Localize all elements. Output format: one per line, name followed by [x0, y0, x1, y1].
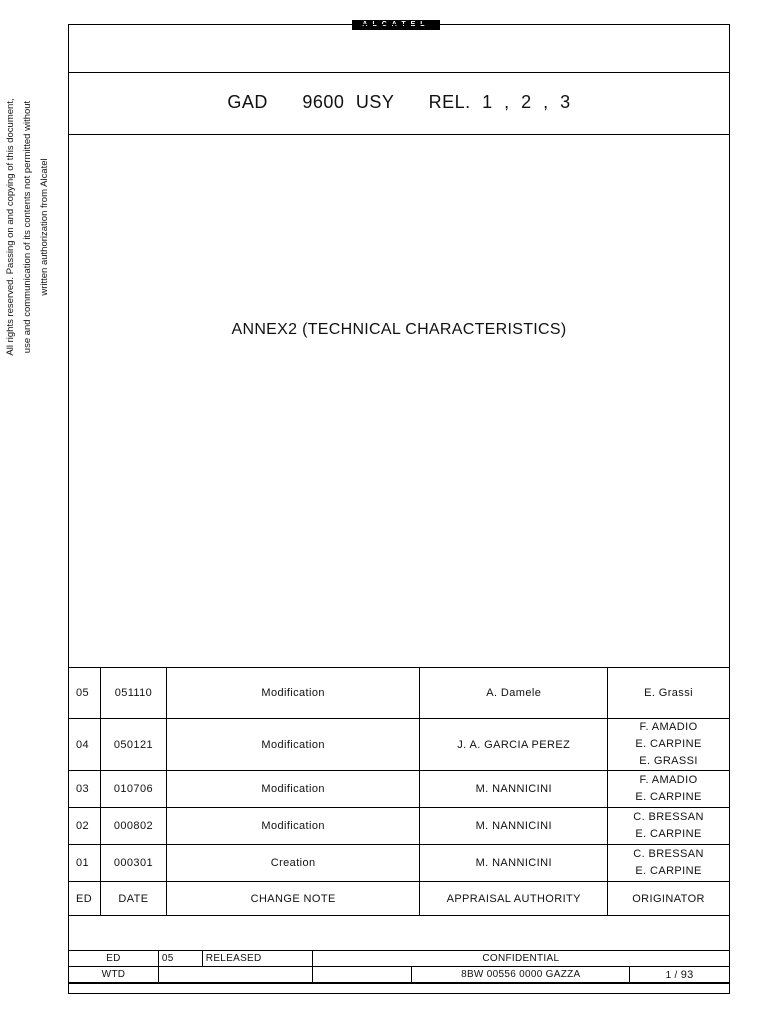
- rev-authority: M. NANNICINI: [420, 845, 608, 882]
- originator-name: E. CARPINE: [635, 791, 702, 803]
- rev-originator: [608, 771, 730, 808]
- originator-name: E. Grassi: [644, 686, 693, 699]
- document-subtitle: ANNEX2 (TECHNICAL CHARACTERISTICS): [231, 321, 567, 338]
- footer-empty-cell: [158, 967, 312, 983]
- rev-ed: 04: [69, 719, 101, 771]
- table-row: [69, 845, 730, 882]
- table-row: [69, 719, 730, 771]
- rev-originator: [608, 808, 730, 845]
- rev-date: 000301: [100, 845, 166, 882]
- document-title: GAD 9600 USY REL. 1 , 2 , 3: [227, 92, 571, 112]
- revision-header-row: [69, 882, 730, 916]
- rev-authority: M. NANNICINI: [420, 771, 608, 808]
- rev-change-note: Modification: [166, 719, 420, 771]
- copyright-line-2: use and communication of its contents not permitted without: [22, 100, 33, 354]
- rev-change-note: Modification: [166, 808, 420, 845]
- rev-date: 010706: [100, 771, 166, 808]
- originator-name: E. GRASSI: [639, 755, 698, 767]
- footer-doc-number: 8BW 00556 0000 GAZZA: [412, 967, 630, 983]
- originator-name: F. AMADIO: [639, 774, 698, 786]
- divider-top: [68, 72, 730, 73]
- rev-change-note: Modification: [166, 771, 420, 808]
- originator-name: E. CARPINE: [635, 828, 702, 840]
- originator-name: C. BRESSAN: [633, 811, 704, 823]
- table-row: [69, 771, 730, 808]
- rev-ed: 01: [69, 845, 101, 882]
- rev-originator: [608, 845, 730, 882]
- divider-bottom: [68, 983, 730, 984]
- header-date: DATE: [100, 882, 166, 916]
- rev-date: 000802: [100, 808, 166, 845]
- footer-classification: CONFIDENTIAL: [312, 951, 729, 967]
- rev-ed: 02: [69, 808, 101, 845]
- header-originator: ORIGINATOR: [608, 882, 730, 916]
- footer-empty-cell: [312, 967, 412, 983]
- footer-ed-value: 05: [158, 951, 202, 967]
- header-ed: ED: [69, 882, 101, 916]
- rev-change-note: Modification: [166, 668, 420, 719]
- footer-page: [630, 967, 730, 983]
- page-total: 93: [680, 968, 694, 981]
- footer-ed-label: ED: [69, 951, 159, 967]
- copyright-line-3: written authorization from Alcatel: [39, 158, 50, 296]
- rev-authority: A. Damele: [420, 668, 608, 719]
- originator-name: E. CARPINE: [635, 738, 702, 750]
- table-row: [69, 808, 730, 845]
- page-prefix: 1 /: [665, 969, 678, 981]
- rev-originator: [608, 668, 730, 719]
- divider-title: [68, 134, 730, 135]
- footer-row-2: [69, 967, 730, 983]
- footer-row-1: [69, 951, 730, 967]
- footer-wtd-label: WTD: [69, 967, 159, 983]
- header-authority: APPRAISAL AUTHORITY: [420, 882, 608, 916]
- copyright-line-1: All rights reserved. Passing on and copying of this document,: [5, 98, 16, 356]
- copyright-notice: [2, 92, 53, 362]
- revision-table: [68, 667, 730, 916]
- originator-name: C. BRESSAN: [633, 848, 704, 860]
- table-row: [69, 668, 730, 719]
- rev-originator: [608, 719, 730, 771]
- rev-authority: J. A. GARCIA PEREZ: [420, 719, 608, 771]
- rev-date: 050121: [100, 719, 166, 771]
- rev-ed: 03: [69, 771, 101, 808]
- rev-date: 051110: [100, 668, 166, 719]
- originator-name: F. AMADIO: [639, 721, 698, 733]
- rev-ed: 05: [69, 668, 101, 719]
- header-change-note: CHANGE NOTE: [166, 882, 420, 916]
- alcatel-logo: ALCATEL: [352, 20, 440, 30]
- footer-status: RELEASED: [202, 951, 312, 967]
- footer-table: [68, 950, 730, 983]
- rev-change-note: Creation: [166, 845, 420, 882]
- rev-authority: M. NANNICINI: [420, 808, 608, 845]
- originator-name: E. CARPINE: [635, 865, 702, 877]
